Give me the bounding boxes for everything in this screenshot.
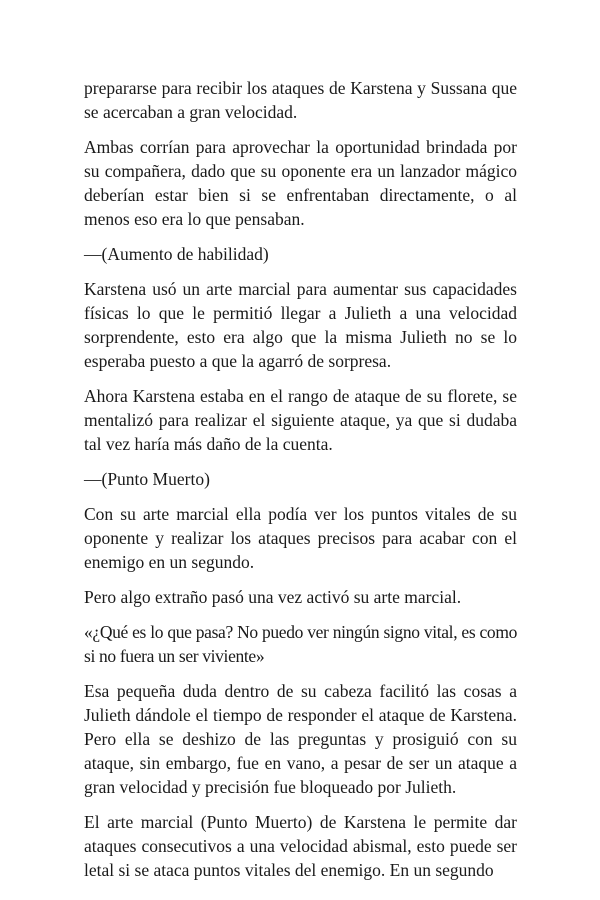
paragraph-10: Esa pequeña duda dentro de su cabeza facilitó las cosas a Julieth dándole el tiempo de responder el ataque de Karstena. Pero ella se deshizo de las preguntas y prosiguió con su ataque, sin embargo, fue en vano, a pesar de ser un ataque a gran velocidad y precisión fue bloqueado por Julieth. bbox=[84, 681, 517, 797]
paragraph-11: El arte marcial (Punto Muerto) de Karstena le permite dar ataques consecutivos a una velocidad abismal, esto puede ser letal si se ataca puntos vitales del enemigo. En un segundo bbox=[84, 812, 517, 880]
paragraph-5: Ahora Karstena estaba en el rango de ataque de su florete, se mentalizó para realizar el siguiente ataque, ya que si dudaba tal vez haría más daño de la cuenta. bbox=[84, 386, 517, 454]
skill-callout-punto-muerto: —(Punto Muerto) bbox=[84, 469, 210, 489]
paragraph-7: Con su arte marcial ella podía ver los puntos vitales de su oponente y realizar los ataques precisos para acabar con el enemigo en un segundo. bbox=[84, 504, 517, 572]
skill-callout-aumento: —(Aumento de habilidad) bbox=[84, 244, 269, 264]
paragraph-2: Ambas corrían para aprovechar la oportunidad brindada por su compañera, dado que su oponente era un lanzador mágico deberían estar bien si se enfrentaban directamente, o al menos eso era lo que pensaban. bbox=[84, 137, 517, 229]
paragraph-4: Karstena usó un arte marcial para aumentar sus capacidades físicas lo que le permitió llegar a Julieth a una velocidad sorprendente, esto era algo que la misma Julieth no se lo esperaba puesto a que la agarró de sorpresa. bbox=[84, 279, 517, 371]
paragraph-1: prepararse para recibir los ataques de Karstena y Sussana que se acercaban a gran velocidad. bbox=[84, 78, 517, 122]
paragraph-8: Pero algo extraño pasó una vez activó su arte marcial. bbox=[84, 587, 462, 607]
book-page-body bbox=[84, 76, 517, 893]
inner-thought-quote: «¿Qué es lo que pasa? No puedo ver ningún signo vital, es como si no fuera un ser viviente» bbox=[84, 622, 517, 666]
